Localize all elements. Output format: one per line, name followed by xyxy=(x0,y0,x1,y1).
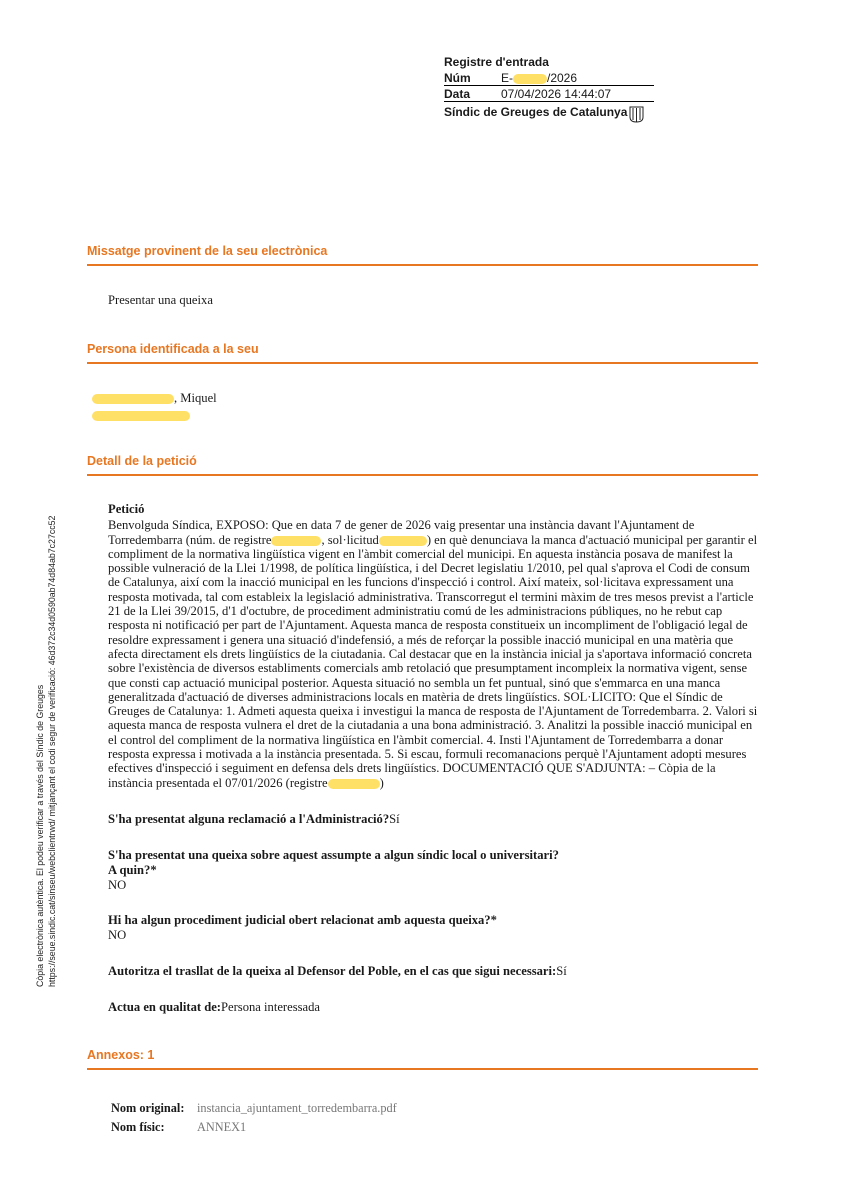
petition-text-4: ) xyxy=(379,775,384,790)
stamp-organization: Síndic de Greuges de Catalunya xyxy=(444,105,628,119)
annex-original-value: instancia_ajuntament_torredembarra.pdf xyxy=(197,1101,397,1115)
stamp-number-label: Núm xyxy=(444,71,471,85)
redaction-highlight xyxy=(379,536,427,546)
section-person-header xyxy=(87,338,758,364)
question-label: S'ha presentat alguna reclamació a l'Administració? xyxy=(108,812,390,826)
stamp-date-value: 07/04/2026 14:44:07 xyxy=(501,87,612,101)
question-qualitat xyxy=(108,1000,758,1015)
verification-line-1: Còpia electrònica autèntica. El podeu verificar a través del Síndic de Greuges xyxy=(35,684,45,987)
annex-original-label: Nom original: xyxy=(111,1101,185,1115)
redaction-highlight xyxy=(328,779,380,789)
question-trasllat xyxy=(108,964,758,979)
redaction-highlight xyxy=(513,74,547,84)
petition-text-2: , sol·licitud xyxy=(321,532,379,547)
person-second-line xyxy=(92,407,190,425)
section-annexes-title: Annexos: 1 xyxy=(87,1048,155,1062)
stamp-number-row xyxy=(444,70,654,86)
question-answer: Sí xyxy=(389,812,400,826)
stamp-date-row xyxy=(444,86,654,102)
question-sublabel: A quin?* xyxy=(108,863,157,877)
redaction-highlight xyxy=(92,411,190,421)
section-annexes-header xyxy=(87,1044,758,1070)
section-person-title: Persona identificada a la seu xyxy=(87,342,259,356)
petition-text-1: Benvolguda Síndica, EXPOSO: Que en data 7 de gener de 2026 vaig presentar una instància davant l'Ajuntament de Torredembarra (núm. de registre xyxy=(108,518,695,547)
question-answer: Persona interessada xyxy=(221,1000,320,1014)
question-answer: Sí xyxy=(556,964,567,978)
annex-physical-value: ANNEX1 xyxy=(197,1120,247,1134)
petition-text-3: ) en què denunciava la manca d'actuació municipal per garantir el compliment de la normativa lingüística vigent en l'àmbit comercial del municipi. En aquesta instància posava de manifest la possible vulneració de la Llei 1/1998, de política lingüística, i del Decret legislatiu 1/2010, pel qual s'aprova el Codi de consum de Catalunya, així com la inacció municipal en les funcions d'inspecció i control. Així mateix, sol·licitava expressament una resposta motivada, tal com estableix la legislació administrativa. Transcorregut el termini màxim de tres mesos previst a l'article 21 de la Llei 39/2015, d'1 d'octubre, de procediment administratiu comú de les administracions públiques, no he rebut cap resposta ni notificació per part de l'Ajuntament. Aquesta manca de resposta constitueix un incompliment de l'obligació legal de resoldre expressament i genera una situació d'indefensió, a més de reforçar la possible inacció municipal en una matèria que afecta directament els drets lingüístics de la ciutadania. Cal destacar que en la instància inicial ja s'aportava informació concreta sobre l'existència de diversos establiments comercials amb retolació que presumptament incompleix la normativa vigent, sense que consti cap actuació municipal posterior. Aquesta situació no sembla un fet puntual, sinó que s'emmarca en una manca generalitzada d'actuació de diverses administracions locals en matèria de drets lingüístics. SOL·LICITO: Que el Síndic de Greuges de Catalunya: 1. Admeti aquesta queixa i investigui la manca de resposta de l'Ajuntament de Torredembarra. 2. Valori si aquesta manca de resposta vulnera el dret de la ciutadania a una bona administració. 3. Analitzi la possible inacció municipal en el control del compliment de la normativa lingüística en l'àmbit comercial. 4. Insti l'Ajuntament de Torredembarra a donar resposta expressa i motivada a la instància presentada. 5. Si escau, formuli recomanacions perquè l'Ajuntament adopti mesures efectives d'inspecció i seguiment en defensa dels drets lingüístics. DOCUMENTACIÓ QUE S'ADJUNTA: – Còpia de la instància presentada el 07/01/2026 (registre xyxy=(108,532,758,790)
question-answer: NO xyxy=(108,878,127,892)
stamp-date-label: Data xyxy=(444,87,471,101)
redaction-highlight xyxy=(271,536,321,546)
question-reclamacio xyxy=(108,812,758,827)
verification-line-2: https://seue.sindic.cat/sinseu/webclientrwd/ mitjançant el codi segur de verificació: 46d372c34d0590ab74d84ab7c27cc52 xyxy=(47,515,57,987)
question-label: Actua en qualitat de: xyxy=(108,1000,221,1014)
petition-body xyxy=(108,518,760,790)
question-label: Hi ha algun procediment judicial obert relacionat amb aquesta queixa?* xyxy=(108,913,497,927)
petition-block xyxy=(108,502,760,790)
question-label: S'ha presentat una queixa sobre aquest assumpte a algun síndic local o universitari? xyxy=(108,848,559,862)
message-text: Presentar una queixa xyxy=(108,293,213,307)
section-detail-title: Detall de la petició xyxy=(87,454,197,468)
stamp-number-prefix: E- xyxy=(501,71,513,85)
registration-stamp xyxy=(444,54,654,120)
annex-original-name xyxy=(111,1101,397,1116)
petition-title: Petició xyxy=(108,502,145,516)
section-detail-header xyxy=(87,450,758,476)
question-sindic-local xyxy=(108,848,758,893)
stamp-number-value xyxy=(501,70,577,86)
stamp-title: Registre d'entrada xyxy=(444,55,549,69)
annex-physical-name xyxy=(111,1120,246,1135)
catalan-emblem-icon xyxy=(629,106,644,123)
redaction-highlight xyxy=(92,394,174,404)
stamp-number-suffix: /2026 xyxy=(547,71,578,85)
person-name xyxy=(92,391,217,406)
section-message-title: Missatge provinent de la seu electrònica xyxy=(87,244,328,258)
question-judicial xyxy=(108,913,758,943)
person-name-suffix: , Miquel xyxy=(174,391,217,405)
verification-note xyxy=(34,516,58,987)
question-answer: NO xyxy=(108,928,127,942)
question-label: Autoritza el trasllat de la queixa al Defensor del Poble, en el cas que sigui necessari: xyxy=(108,964,557,978)
section-message-header xyxy=(87,240,758,266)
annex-physical-label: Nom físic: xyxy=(111,1120,165,1134)
